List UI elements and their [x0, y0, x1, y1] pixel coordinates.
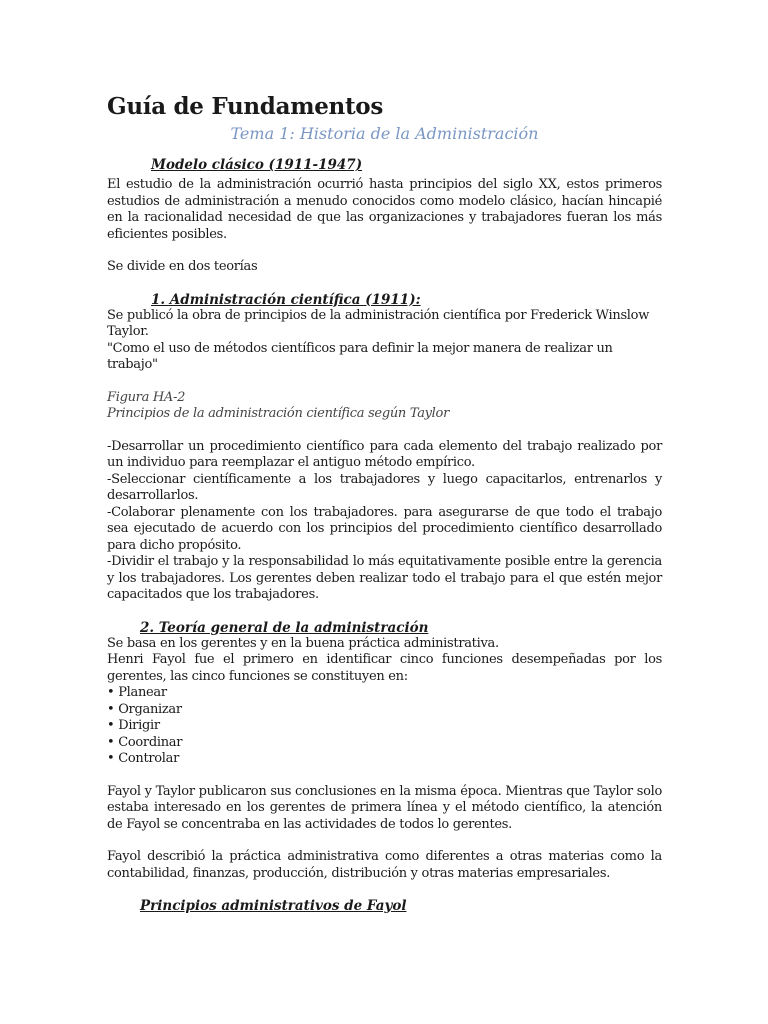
section-heading-general-theory: 2. Teoría general de la administración — [140, 619, 429, 636]
document-content — [107, 93, 662, 914]
list-item: • Controlar — [107, 751, 180, 766]
document-subtitle: Tema 1: Historia de la Administración — [230, 124, 539, 143]
document-title: Guía de Fundamentos — [107, 93, 383, 120]
taylor-principle-4: -Dividir el trabajo y la responsabilidad lo más equitativamente posible entre la gerencia y los trabajadores. Los gerentes deben realizar todo el trabajo para el que estén mejor capacitados que los trabajadores. — [107, 554, 662, 602]
taylor-principle-2: -Seleccionar científicamente a los trabajadores y luego capacitarlos, entrenarlos y desarrollarlos. — [107, 471, 662, 503]
taylor-principle-1: -Desarrollar un procedimiento científico para cada elemento del trabajo realizado por un individuo para reemplazar el antiguo método empírico. — [107, 438, 662, 470]
figure-caption: Principios de la administración científica según Taylor — [107, 406, 449, 421]
fayol-taylor-paragraph: Fayol y Taylor publicaron sus conclusiones en la misma época. Mientras que Taylor solo estaba interesado en los gerentes de primera línea y el método científico, la atención de Fayol se concentraba en las actividades de todos lo gerentes. — [107, 783, 662, 832]
general-theory-line2: Henri Fayol fue el primero en identificar cinco funciones desempeñadas por los gerentes, las cinco funciones se constituyen en: — [107, 652, 662, 684]
figure-label: Figura HA-2 — [107, 389, 186, 405]
functions-list — [107, 685, 662, 768]
general-theory-line1: Se basa en los gerentes y en la buena práctica administrativa. — [107, 635, 499, 651]
divides-text: Se divide en dos teorías — [107, 259, 258, 274]
list-item: • Organizar — [107, 701, 182, 717]
list-item: • Coordinar — [107, 734, 183, 750]
taylor-principle-3: -Colaborar plenamente con los trabajadores. para asegurarse de que todo el trabajo sea ejecutado de acuerdo con los principios del procedimiento científico desarrollado para dicho propósito. — [107, 504, 662, 553]
fayol-practice-paragraph: Fayol describió la práctica administrativa como diferentes a otras materias como la contabilidad, finanzas, producción, distribución y otras materias empresariales. — [107, 849, 662, 881]
scientific-admin-line1: Se publicó la obra de principios de la administración científica por Frederick Winslow Taylor. — [107, 307, 650, 339]
classic-model-paragraph: El estudio de la administración ocurrió hasta principios del siglo XX, estos primeros estudios de administración a menudo conocidos como modelo clásico, hacían hincapié en la racionalidad necesidad de que las organizaciones y trabajadores fueran los más eficientes posibles. — [107, 177, 662, 242]
section-heading-scientific-admin: 1. Administración científica (1911): — [151, 291, 421, 308]
scientific-admin-line2: "Como el uso de métodos científicos para definir la mejor manera de realizar un trabajo" — [107, 340, 613, 372]
section-heading-classic-model: Modelo clásico (1911-1947) — [151, 157, 363, 173]
list-item: • Planear — [107, 685, 167, 700]
section-heading-fayol-principles: Principios administrativos de Fayol — [140, 898, 407, 914]
list-item: • Dirigir — [107, 718, 160, 733]
